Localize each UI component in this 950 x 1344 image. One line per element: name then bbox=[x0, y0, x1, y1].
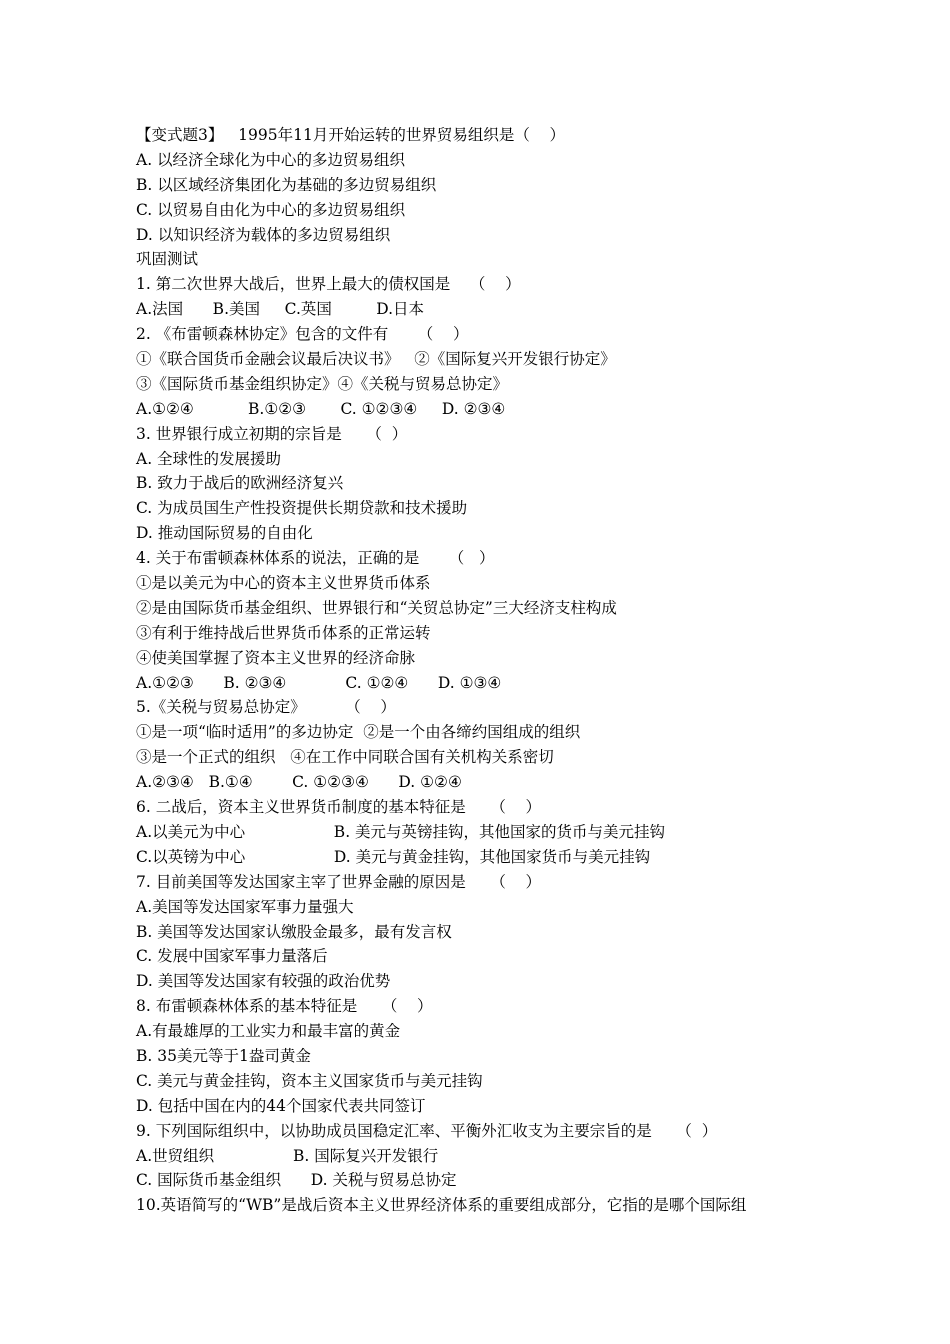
text-line: 【变式题3】 1995年11月开始运转的世界贸易组织是（ ） bbox=[136, 126, 566, 144]
document-body bbox=[136, 123, 836, 1218]
text-line: C. 以贸易自由化为中心的多边贸易组织 bbox=[136, 200, 406, 219]
text-line: D. 美国等发达国家有较强的政治优势 bbox=[136, 972, 391, 991]
text-line: 1. 第二次世界大战后，世界上最大的债权国是 （ ） bbox=[136, 275, 521, 294]
text-line: A.美国等发达国家军事力量强大 bbox=[136, 897, 354, 916]
text-line: A.世贸组织 B. 国际复兴开发银行 bbox=[136, 1146, 439, 1165]
text-line: B. 美国等发达国家认缴股金最多，最有发言权 bbox=[136, 922, 452, 941]
text-line: ②是由国际货币基金组织、世界银行和“关贸总协定”三大经济支柱构成 bbox=[136, 598, 617, 617]
text-line: B. 以区域经济集团化为基础的多边贸易组织 bbox=[136, 175, 437, 194]
text-line: ③是一个正式的组织 ④在工作中同联合国有关机构关系密切 bbox=[136, 748, 554, 767]
text-line: 6. 二战后，资本主义世界货币制度的基本特征是 （ ） bbox=[136, 798, 542, 817]
text-line: B. 35美元等于1盎司黄金 bbox=[136, 1046, 311, 1065]
text-line: D. 以知识经济为载体的多边贸易组织 bbox=[136, 225, 391, 244]
text-line: A.以美元为中心 B. 美元与英镑挂钩，其他国家的货币与美元挂钩 bbox=[136, 822, 666, 841]
text-line: 3. 世界银行成立初期的宗旨是 （ ） bbox=[136, 424, 408, 443]
text-line: 巩固测试 bbox=[136, 250, 199, 269]
text-line: C. 为成员国生产性投资提供长期贷款和技术援助 bbox=[136, 499, 468, 518]
text-line: ③《国际货币基金组织协定》④《关税与贸易总协定》 bbox=[136, 374, 509, 393]
text-line: ③有利于维持战后世界货币体系的正常运转 bbox=[136, 623, 431, 642]
text-line: 7. 目前美国等发达国家主宰了世界金融的原因是 （ ） bbox=[136, 872, 542, 891]
text-line: A.①②④ B.①②③ C. ①②③④ D. ②③④ bbox=[136, 399, 506, 418]
text-line: 10.英语简写的“WB”是战后资本主义世界经济体系的重要组成部分，它指的是哪个国际组 bbox=[136, 1196, 747, 1215]
text-line: 9. 下列国际组织中，以协助成员国稳定汇率、平衡外汇收支为主要宗旨的是 （ ） bbox=[136, 1121, 718, 1140]
text-line: 4. 关于布雷顿森林体系的说法，正确的是 （ ） bbox=[136, 549, 495, 568]
text-line: A.有最雄厚的工业实力和最丰富的黄金 bbox=[136, 1022, 401, 1041]
text-line: 8. 布雷顿森林体系的基本特征是 （ ） bbox=[136, 997, 433, 1016]
text-line: B. 致力于战后的欧洲经济复兴 bbox=[136, 474, 344, 493]
text-line: 5.《关税与贸易总协定》 （ ） bbox=[136, 698, 396, 717]
text-line: C. 发展中国家军事力量落后 bbox=[136, 947, 328, 966]
text-line: ①《联合国货币金融会议最后决议书》 ②《国际复兴开发银行协定》 bbox=[136, 350, 616, 369]
text-line: D. 包括中国在内的44个国家代表共同签订 bbox=[136, 1096, 426, 1115]
text-line: C.以英镑为中心 D. 美元与黄金挂钩，其他国家货币与美元挂钩 bbox=[136, 847, 651, 866]
text-line: A. 全球性的发展援助 bbox=[136, 449, 282, 468]
text-line: A.法国 B.美国 C.英国 D.日本 bbox=[136, 300, 425, 319]
text-line: A.①②③ B. ②③④ C. ①②④ D. ①③④ bbox=[136, 673, 502, 692]
text-line: 2. 《布雷顿森林协定》包含的文件有 （ ） bbox=[136, 325, 469, 344]
text-line: A. 以经济全球化为中心的多边贸易组织 bbox=[136, 150, 406, 169]
text-line: D. 推动国际贸易的自由化 bbox=[136, 524, 313, 543]
text-line: C. 美元与黄金挂钩，资本主义国家货币与美元挂钩 bbox=[136, 1071, 483, 1090]
text-line: ①是一项“临时适用”的多边协定 ②是一个由各缔约国组成的组织 bbox=[136, 723, 581, 742]
text-line: ①是以美元为中心的资本主义世界货币体系 bbox=[136, 574, 431, 593]
text-line: C. 国际货币基金组织 D. 关税与贸易总协定 bbox=[136, 1171, 457, 1190]
text-line: ④使美国掌握了资本主义世界的经济命脉 bbox=[136, 648, 416, 667]
text-line: A.②③④ B.①④ C. ①②③④ D. ①②④ bbox=[136, 773, 462, 792]
